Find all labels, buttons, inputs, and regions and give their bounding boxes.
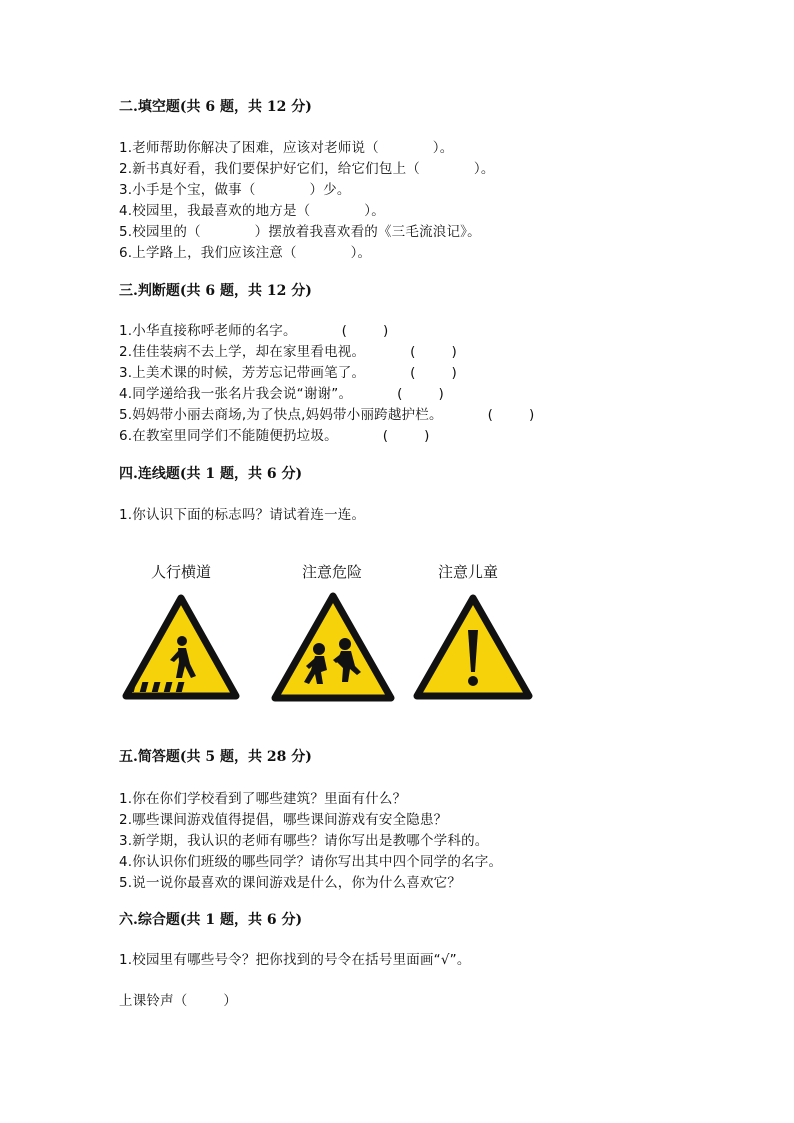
question-line: 5.说一说你最喜欢的课间游戏是什么，你为什么喜欢它？ xyxy=(119,875,462,891)
question-line: 3.新学期，我认识的老师有哪些？请你写出是教哪个学科的。 xyxy=(119,833,489,849)
section-title-judgement: 三.判断题(共 6 题，共 12 分) xyxy=(119,283,312,299)
section-title-matching: 四.连线题(共 1 题，共 6 分) xyxy=(119,466,303,482)
question-line: 1.你在你们学校看到了哪些建筑？里面有什么？ xyxy=(119,791,407,807)
question-line: 4.你认识你们班级的哪些同学？请你写出其中四个同学的名字。 xyxy=(119,854,503,870)
section-title-short-answer: 五.简答题(共 5 题，共 28 分) xyxy=(119,749,312,765)
question-line: 2.新书真好看，我们要保护好它们，给它们包上（ ）。 xyxy=(119,161,495,177)
question-line: 1.校园里有哪些号令？把你找到的号令在括号里面画“√”。 xyxy=(119,952,471,968)
sign-label-crosswalk: 人行横道 xyxy=(151,563,212,581)
children-crossing-icon xyxy=(271,592,395,704)
section-title-comprehensive: 六.综合题(共 1 题，共 6 分) xyxy=(119,912,303,928)
question-line: 4.校园里，我最喜欢的地方是（ ）。 xyxy=(119,203,385,219)
question-line: 1.老师帮助你解决了困难，应该对老师说（ ）。 xyxy=(119,140,454,156)
crosswalk-pedestrian-icon xyxy=(122,594,240,702)
question-line: 5.校园里的（ ）摆放着我喜欢看的《三毛流浪记》。 xyxy=(119,224,481,240)
sign-label-danger: 注意危险 xyxy=(302,563,363,581)
exclamation-warning-icon xyxy=(413,594,533,702)
question-line: 4.同学递给我一张名片我会说“谢谢”。 ( ) xyxy=(119,386,444,402)
sign-label-children: 注意儿童 xyxy=(438,563,499,581)
question-line: 6.上学路上，我们应该注意（ ）。 xyxy=(119,245,372,261)
question-line: 6.在教室里同学们不能随便扔垃圾。 ( ) xyxy=(119,428,430,444)
question-line: 5.妈妈带小丽去商场,为了快点,妈妈带小丽跨越护栏。 ( ) xyxy=(119,407,535,423)
question-line: 2.哪些课间游戏值得提倡，哪些课间游戏有安全隐患？ xyxy=(119,812,448,828)
question-line: 3.上美术课的时候，芳芳忘记带画笔了。 ( ) xyxy=(119,365,457,381)
question-line: 1.你认识下面的标志吗？请试着连一连。 xyxy=(119,507,366,523)
answer-line: 上课铃声（ ） xyxy=(119,993,238,1009)
question-line: 2.佳佳装病不去上学，却在家里看电视。 ( ) xyxy=(119,344,457,360)
question-line: 1.小华直接称呼老师的名字。 ( ) xyxy=(119,323,389,339)
section-title-fill-blank: 二.填空题(共 6 题，共 12 分) xyxy=(119,99,312,115)
question-line: 3.小手是个宝，做事（ ）少。 xyxy=(119,182,351,198)
